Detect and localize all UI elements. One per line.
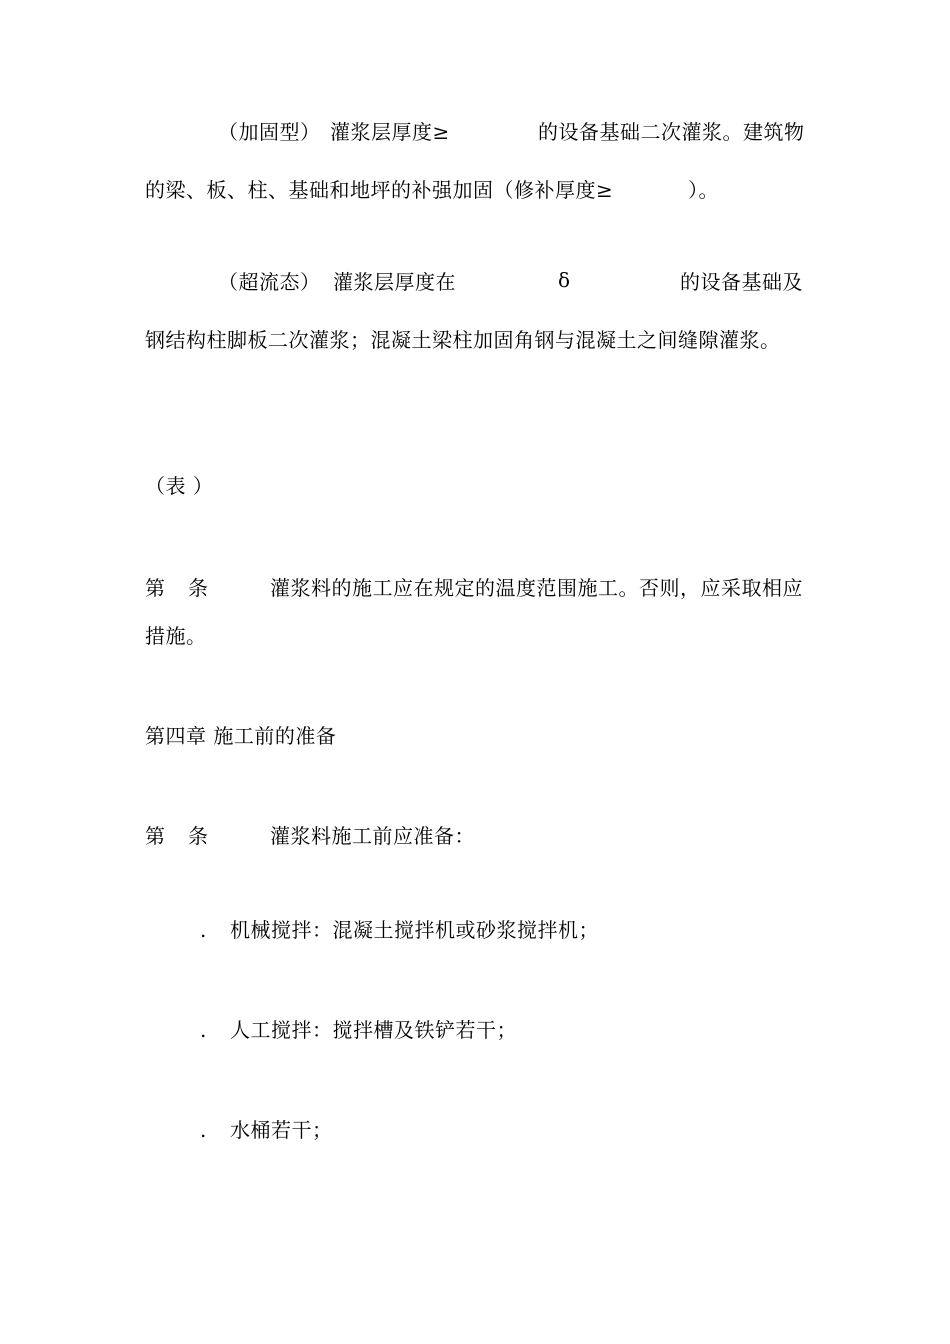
p2-text2: 的设备基础及 — [680, 270, 803, 294]
list-item-marker: . — [200, 918, 207, 942]
p2-text1: 灌浆层厚度在 — [333, 270, 456, 294]
article2-label-a: 第 — [145, 824, 166, 848]
article1-label-b: 条 — [188, 576, 209, 600]
p1-line2b: ）。 — [688, 178, 719, 202]
p2-prefix: （超流态） — [218, 270, 321, 294]
article2-label-b: 条 — [188, 824, 209, 848]
list-item: 水桶若干； — [230, 1118, 333, 1142]
p1-prefix: （加固型） — [218, 120, 321, 144]
list-item: 机械搅拌：混凝土搅拌机或砂浆搅拌机； — [230, 918, 599, 942]
p1-line2a: 的梁、板、柱、基础和地坪的补强加固（修补厚度≥ — [145, 178, 614, 202]
list-item-marker: . — [200, 1018, 207, 1042]
article2-line1: 灌浆料施工前应准备： — [270, 824, 475, 848]
p2-symbol: δ — [558, 268, 571, 292]
p1-text2: 的设备基础二次灌浆。建筑物 — [538, 120, 805, 144]
p2-line2: 钢结构柱脚板二次灌浆；混凝土梁柱加固角钢与混凝土之间缝隙灌浆。 — [145, 328, 781, 352]
article1-line1: 灌浆料的施工应在规定的温度范围施工。否则，应采取相应 — [270, 576, 803, 600]
list-item: 人工搅拌：搅拌槽及铁铲若干； — [230, 1018, 517, 1042]
article1-line2: 措施。 — [145, 624, 207, 648]
list-item-marker: . — [200, 1118, 207, 1142]
article1-label-a: 第 — [145, 576, 166, 600]
chapter-title: 第四章 施工前的准备 — [145, 724, 337, 748]
p1-text1: 灌浆层厚度≥ — [330, 120, 450, 144]
table-reference: （表 ） — [145, 474, 214, 498]
